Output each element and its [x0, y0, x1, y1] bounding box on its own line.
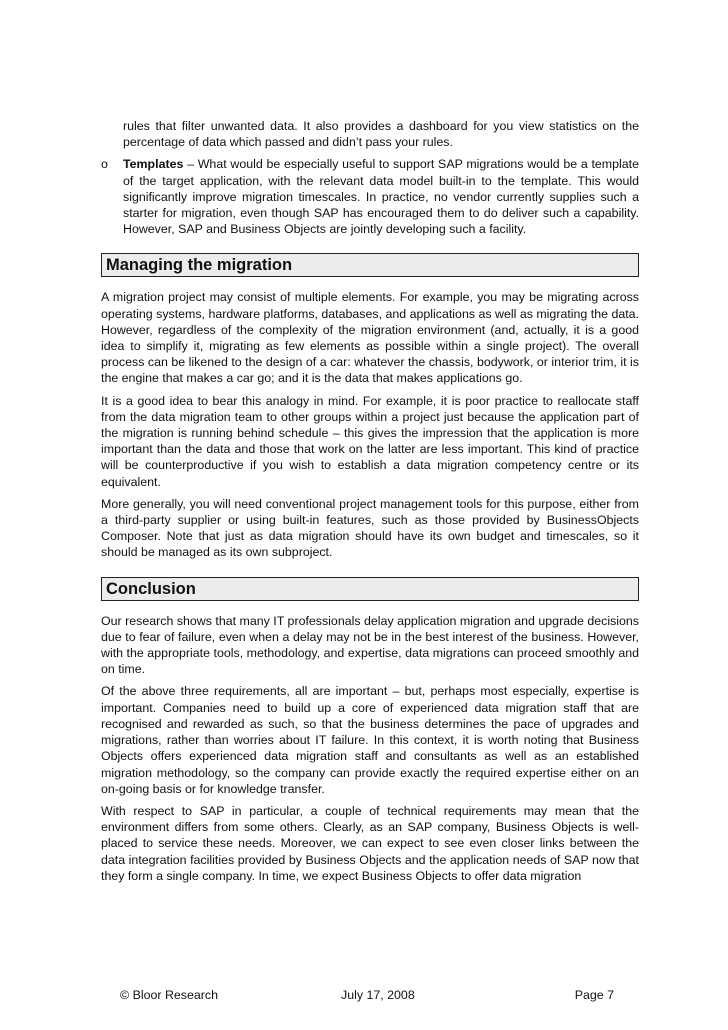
bullet-text: – What would be especially useful to support SAP migrations would be a template of the target application, with the relevant data model built-in to the template. This would significantly improve migration timescales. In practice, no vendor currently supplies such a starter for migration, even though SAP has encouraged them to do deliver such a capability. However, SAP and Business Objects are jointly developing such a facility. [123, 157, 639, 237]
intro-continuation: rules that filter unwanted data. It also provides a dashboard for you view statistics on the percentage of data which passed and didn’t pass your rules. [123, 119, 639, 150]
bullet-templates [101, 156, 639, 237]
heading-managing-migration: Managing the migration [101, 253, 639, 277]
footer-page-number: Page 7 [574, 988, 614, 1002]
paragraph-conclusion-2: Of the above three requirements, all are important – but, perhaps most especially, expertise is important. Companies need to build up a core of experienced data migration staff that are recognised and rewarded as such, so that the business determines the pace of upgrades and migrations, rather than worries about IT failure. In this context, it is worth noting that Business Objects offers experienced data migration staff and consultants as well as an established migration methodology, so the company can provide exactly the required expertise either on an on-going basis or for knowledge transfer. [101, 684, 639, 796]
heading-conclusion: Conclusion [101, 577, 639, 601]
bullet-term: Templates [123, 157, 184, 172]
bullet-paragraph [123, 156, 639, 237]
paragraph-managing-3: More generally, you will need conventional project management tools for this purpose, either from a third-party supplier or using built-in features, such as those provided by BusinessObjects Composer. Note that just as data migration should have its own budget and timescales, so it should be managed as its own subproject. [101, 496, 639, 560]
paragraph-managing-1: A migration project may consist of multiple elements. For example, you may be migrating across operating systems, hardware platforms, databases, and applications as well as migrating the data. However, regardless of the complexity of the migration environment (and, actually, it is a good idea to simplify it, migrating as few elements as possible within a single project). The overall process can be likened to the design of a car: whatever the chassis, bodywork, or interior trim, it is the engine that makes a car go; and it is the data that makes applications go. [101, 290, 639, 386]
page-body [101, 118, 639, 890]
bullet-marker: o [101, 157, 108, 172]
paragraph-conclusion-3: With respect to SAP in particular, a couple of technical requirements may mean that the environment differs from some others. Clearly, as an SAP company, Business Objects is well-placed to service these needs. Moreover, we can expect to see even closer links between the data integration facilities provided by Business Objects and the application needs of SAP now that they form a single company. In time, we expect Business Objects to offer data migration [101, 803, 639, 883]
footer-copyright: © Bloor Research [120, 988, 218, 1002]
paragraph-conclusion-1: Our research shows that many IT professionals delay application migration and upgrade decisions due to fear of failure, even when a delay may not be in the best interest of the business. However, with the appropriate tools, methodology, and expertise, data migrations can proceed smoothly and on time. [101, 613, 639, 677]
footer-date: July 17, 2008 [341, 988, 415, 1002]
paragraph-managing-2: It is a good idea to bear this analogy in mind. For example, it is poor practice to reallocate staff from the data migration team to other groups within a project just because the application part of the migration is running behind schedule – this gives the impression that the application is more important than the data and those that work on the latter are less important. This kind of practice will be counterproductive if you wish to establish a data migration competency centre or its equivalent. [101, 393, 639, 489]
